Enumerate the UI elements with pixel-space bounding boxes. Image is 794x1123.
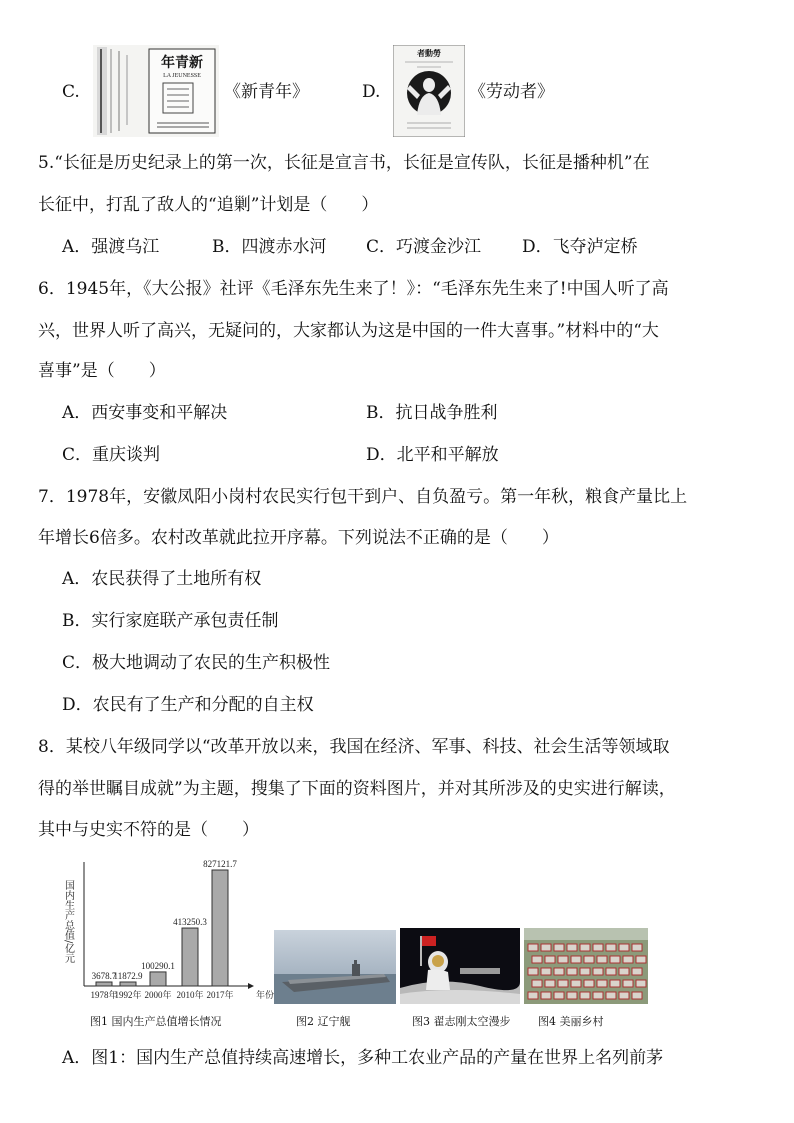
village-house: [606, 968, 616, 975]
village-house: [606, 944, 616, 951]
village-house: [541, 968, 551, 975]
q5-option-c: C．巧渡金沙江: [366, 237, 482, 257]
village-house: [593, 992, 603, 999]
village-house: [619, 992, 629, 999]
village-house: [593, 968, 603, 975]
option-c-letter: C.: [62, 82, 80, 102]
fig3-caption: 图3 翟志刚太空漫步: [412, 1015, 511, 1028]
chart-bar: [96, 982, 112, 986]
fig4-caption: 图4 美丽乡村: [538, 1015, 604, 1028]
village-house: [558, 956, 568, 963]
q6-stem-line2: 兴，世界人听了高兴，无疑问的，大家都认为这是中国的一件大喜事。”材料中的“大: [38, 321, 659, 341]
q8-stem-line1: 8．某校八年级同学以“改革开放以来，我国在经济、军事、科技、社会生活等领域取: [38, 737, 670, 757]
q6-option-b: B．抗日战争胜利: [366, 403, 498, 423]
chart-value-label: 100290.1: [141, 960, 175, 971]
q6-stem-line1: 6．1945年，《大公报》社评《毛泽东先生来了！》：“毛泽东先生来了!中国人听了高: [38, 279, 669, 299]
village-house: [610, 956, 620, 963]
village-house: [567, 992, 577, 999]
q8-stem-line3: 其中与史实不符的是（ ）: [38, 820, 259, 840]
q7-stem-line1: 7．1978年，安徽凤阳小岗村农民实行包干到户、自负盈亏。第一年秋，粮食产量比上: [38, 487, 688, 507]
village-house: [632, 968, 642, 975]
xin-qingnian-cover-image: [93, 45, 219, 137]
village-house: [567, 944, 577, 951]
village-house: [554, 968, 564, 975]
xin-qingnian-masthead-en: LA JEUNESSE: [163, 73, 201, 79]
laodongzhe-masthead: 者動勞: [417, 48, 441, 58]
village-house: [580, 968, 590, 975]
q5-stem-line1: 5.“长征是历史纪录上的第一次，长征是宣言书，长征是宣传队，长征是播种机”在: [38, 153, 650, 173]
village-house: [554, 992, 564, 999]
village-house: [528, 968, 538, 975]
chart-bar: [212, 870, 228, 986]
q5-option-a: A．强渡乌江: [62, 237, 160, 257]
q6-option-a: A．西安事变和平解决: [62, 403, 228, 423]
village-house: [632, 992, 642, 999]
q8-stem-line2: 得的举世瞩目成就”为主题，搜集了下面的资料图片，并对其所涉及的史实进行解读，: [38, 779, 676, 799]
laodongzhe-cover-image: [393, 45, 465, 137]
chart-category-label: 2017年: [206, 990, 234, 1000]
village-house: [597, 956, 607, 963]
village-house: [528, 944, 538, 951]
q6-stem-line3: 喜事”是（ ）: [38, 361, 166, 381]
village-house: [571, 980, 581, 987]
q8-option-a: A．图1：国内生产总值持续高速增长，多种工农业产品的产量在世界上名列前茅: [62, 1048, 664, 1068]
chart-bar: [120, 982, 136, 986]
chart-category-label: 1978年: [90, 990, 118, 1000]
village-house: [580, 944, 590, 951]
village-house: [606, 992, 616, 999]
village-house: [623, 980, 633, 987]
village-house: [567, 968, 577, 975]
beautiful-village-photo: [524, 928, 648, 1004]
q6-option-d: D．北平和平解放: [366, 445, 499, 465]
chart-bar: [182, 928, 198, 986]
village-house: [593, 944, 603, 951]
village-house: [554, 944, 564, 951]
village-house: [632, 944, 642, 951]
village-house: [545, 956, 555, 963]
village-house: [584, 956, 594, 963]
chart-value-label: 11872.9: [113, 971, 143, 981]
fig1-caption: 图1 国内生产总值增长情况: [90, 1015, 222, 1028]
village-house: [532, 980, 542, 987]
q6-option-c: C．重庆谈判: [62, 445, 161, 465]
chart-x-arrow: [248, 983, 254, 989]
q5-option-d: D．飞夺泸定桥: [522, 237, 638, 257]
spacewalk-photo: [400, 928, 520, 1004]
q7-option-c: C．极大地调动了农民的生产积极性: [62, 653, 331, 673]
village-house: [541, 944, 551, 951]
chart-value-label: 413250.3: [173, 917, 207, 928]
option-d-letter: D.: [362, 82, 381, 102]
chart-category-label: 1992年: [114, 990, 142, 1000]
village-house: [580, 992, 590, 999]
gdp-bar-chart: [58, 852, 278, 1012]
village-house: [636, 980, 646, 987]
village-house: [532, 956, 542, 963]
chart-value-label: 3678.7: [91, 971, 117, 981]
chart-category-label: 2000年: [144, 990, 172, 1000]
chart-bar: [150, 972, 166, 986]
option-d-caption: 《劳动者》: [469, 82, 554, 102]
q5-stem-line2: 长征中，打乱了敌人的“追剿”计划是（ ）: [38, 195, 379, 215]
q7-option-d: D．农民有了生产和分配的自主权: [62, 695, 314, 715]
village-house: [528, 992, 538, 999]
fig2-caption: 图2 辽宁舰: [296, 1015, 351, 1028]
q7-stem-line2: 年增长6倍多。农村改革就此拉开序幕。下列说法不正确的是（ ）: [38, 528, 559, 548]
village-house: [623, 956, 633, 963]
village-house: [610, 980, 620, 987]
village-house: [541, 992, 551, 999]
q7-option-b: B．实行家庭联产承包责任制: [62, 611, 279, 631]
village-house: [571, 956, 581, 963]
village-house: [558, 980, 568, 987]
village-house: [636, 956, 646, 963]
option-c-caption: 《新青年》: [224, 82, 309, 102]
liaoning-carrier-photo: [274, 930, 396, 1004]
q5-option-b: B．四渡赤水河: [212, 237, 327, 257]
q7-option-a: A．农民获得了土地所有权: [62, 569, 262, 589]
chart-value-label: 827121.7: [203, 859, 237, 869]
village-house: [545, 980, 555, 987]
chart-xlabel: 年份: [256, 991, 275, 1001]
chart-category-label: 2010年: [176, 990, 204, 1000]
village-house: [584, 980, 594, 987]
village-house: [619, 944, 629, 951]
village-house: [597, 980, 607, 987]
village-house: [619, 968, 629, 975]
xin-qingnian-masthead: 年青新: [161, 55, 203, 71]
chart-ylabel: 国内生产总值/亿元: [62, 880, 74, 964]
